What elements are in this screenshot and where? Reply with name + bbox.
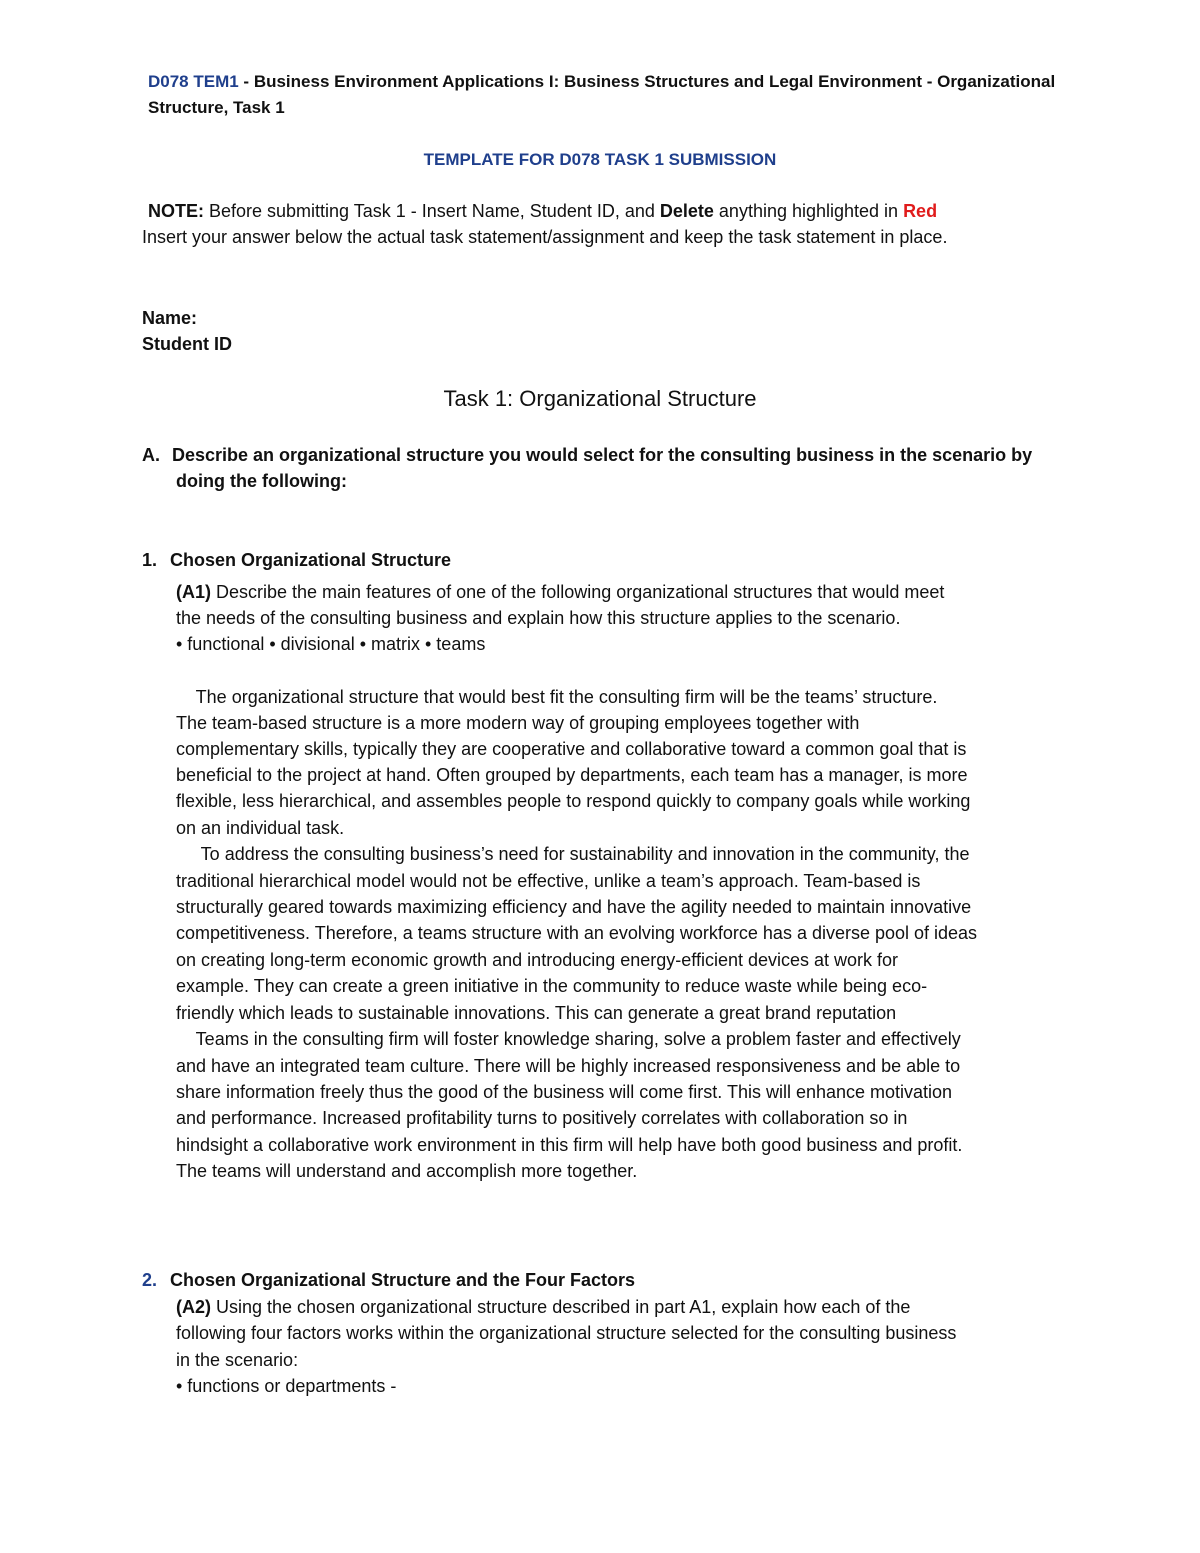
- course-code: D078 TEM1: [148, 72, 239, 91]
- note-delete: Delete: [659, 201, 714, 221]
- item-1-prompt-text: Describe the main features of one of the following organizational structures that would meet: [211, 582, 945, 602]
- item-1-prompt-tag: (A1): [176, 582, 211, 602]
- item-2-title: Chosen Organizational Structure and the Four Factors: [170, 1270, 636, 1290]
- item-2-prompt-tag: (A2): [176, 1297, 211, 1317]
- answer-line: complementary skills, typically they are cooperative and collaborative toward a common goal that is: [176, 739, 967, 759]
- item-2-prompt-line-2: following four factors works within the organizational structure selected for the consulting business: [176, 1323, 957, 1343]
- note-line-1: [148, 201, 937, 222]
- answer-line: hindsight a collaborative work environment in this firm will help have both good business and profit.: [176, 1135, 963, 1155]
- name-label: Name:: [142, 308, 198, 328]
- header-title-part1: Business Environment Applications I: Business Structures and Legal Environment - Organizational: [253, 72, 1056, 91]
- answer-line: example. They can create a green initiative in the community to reduce waste while being eco-: [176, 976, 928, 996]
- item-1-number: 1.: [142, 550, 158, 570]
- answer-line: Teams in the consulting firm will foster knowledge sharing, solve a problem faster and effectively: [176, 1029, 961, 1049]
- task-heading: Task 1: Organizational Structure: [443, 386, 757, 411]
- item-2-prompt-line-3: in the scenario:: [176, 1350, 299, 1370]
- item-2-number: 2.: [142, 1270, 158, 1290]
- item-1-prompt-line-1: [176, 582, 944, 603]
- answer-line: The organizational structure that would best fit the consulting firm will be the teams’ structure.: [176, 687, 938, 707]
- student-id-label: Student ID: [142, 334, 232, 354]
- answer-line: beneficial to the project at hand. Often grouped by departments, each team has a manager, is more: [176, 765, 968, 785]
- section-a-marker: A.: [142, 445, 160, 465]
- answer-line: on creating long-term economic growth and introducing energy-efficient devices at work for: [176, 950, 899, 970]
- item-1-options: • functional • divisional • matrix • teams: [176, 634, 486, 654]
- item-1-title: Chosen Organizational Structure: [170, 550, 452, 570]
- section-a-line-2: doing the following:: [176, 471, 347, 491]
- note-label: NOTE:: [148, 201, 204, 221]
- document-header: [148, 72, 1055, 92]
- section-a-line-1: Describe an organizational structure you would select for the consulting business in the scenario by: [172, 445, 1033, 465]
- answer-line: To address the consulting business’s need for sustainability and innovation in the community, the: [176, 844, 970, 864]
- template-title: TEMPLATE FOR D078 TASK 1 SUBMISSION: [423, 150, 777, 169]
- answer-line: flexible, less hierarchical, and assembles people to respond quickly to company goals while working: [176, 791, 971, 811]
- answer-line: share information freely thus the good of the business will come first. This will enhance motivation: [176, 1082, 953, 1102]
- item-2-bullet: • functions or departments -: [176, 1376, 397, 1396]
- answer-line: friendly which leads to sustainable innovations. This can generate a great brand reputation: [176, 1003, 897, 1023]
- answer-line: structurally geared towards maximizing efficiency and have the agility needed to maintain innovative: [176, 897, 972, 917]
- header-title-part2: Structure, Task 1: [148, 98, 285, 117]
- note-line-2: Insert your answer below the actual task statement/assignment and keep the task statement in place.: [142, 227, 948, 247]
- answer-line: on an individual task.: [176, 818, 345, 838]
- answer-line: competitiveness. Therefore, a teams structure with an evolving workforce has a diverse pool of ideas: [176, 923, 978, 943]
- note-red: Red: [903, 201, 938, 221]
- note-text-2: anything highlighted in: [713, 201, 904, 221]
- item-2-prompt-text: Using the chosen organizational structure described in part A1, explain how each of the: [211, 1297, 911, 1317]
- header-separator: -: [238, 72, 254, 91]
- note-text-1: Before submitting Task 1 - Insert Name, Student ID, and: [204, 201, 660, 221]
- answer-line: and have an integrated team culture. There will be highly increased responsiveness and be able to: [176, 1056, 961, 1076]
- answer-line: The team-based structure is a more modern way of grouping employees together with: [176, 713, 860, 733]
- item-1-prompt-line-2: the needs of the consulting business and explain how this structure applies to the scenario.: [176, 608, 901, 628]
- answer-line: traditional hierarchical model would not be effective, unlike a team’s approach. Team-based is: [176, 871, 921, 891]
- item-2-prompt-line-1: [176, 1297, 910, 1318]
- answer-line: and performance. Increased profitability turns to positively correlates with collaboration so in: [176, 1108, 908, 1128]
- answer-line: The teams will understand and accomplish more together.: [176, 1161, 638, 1181]
